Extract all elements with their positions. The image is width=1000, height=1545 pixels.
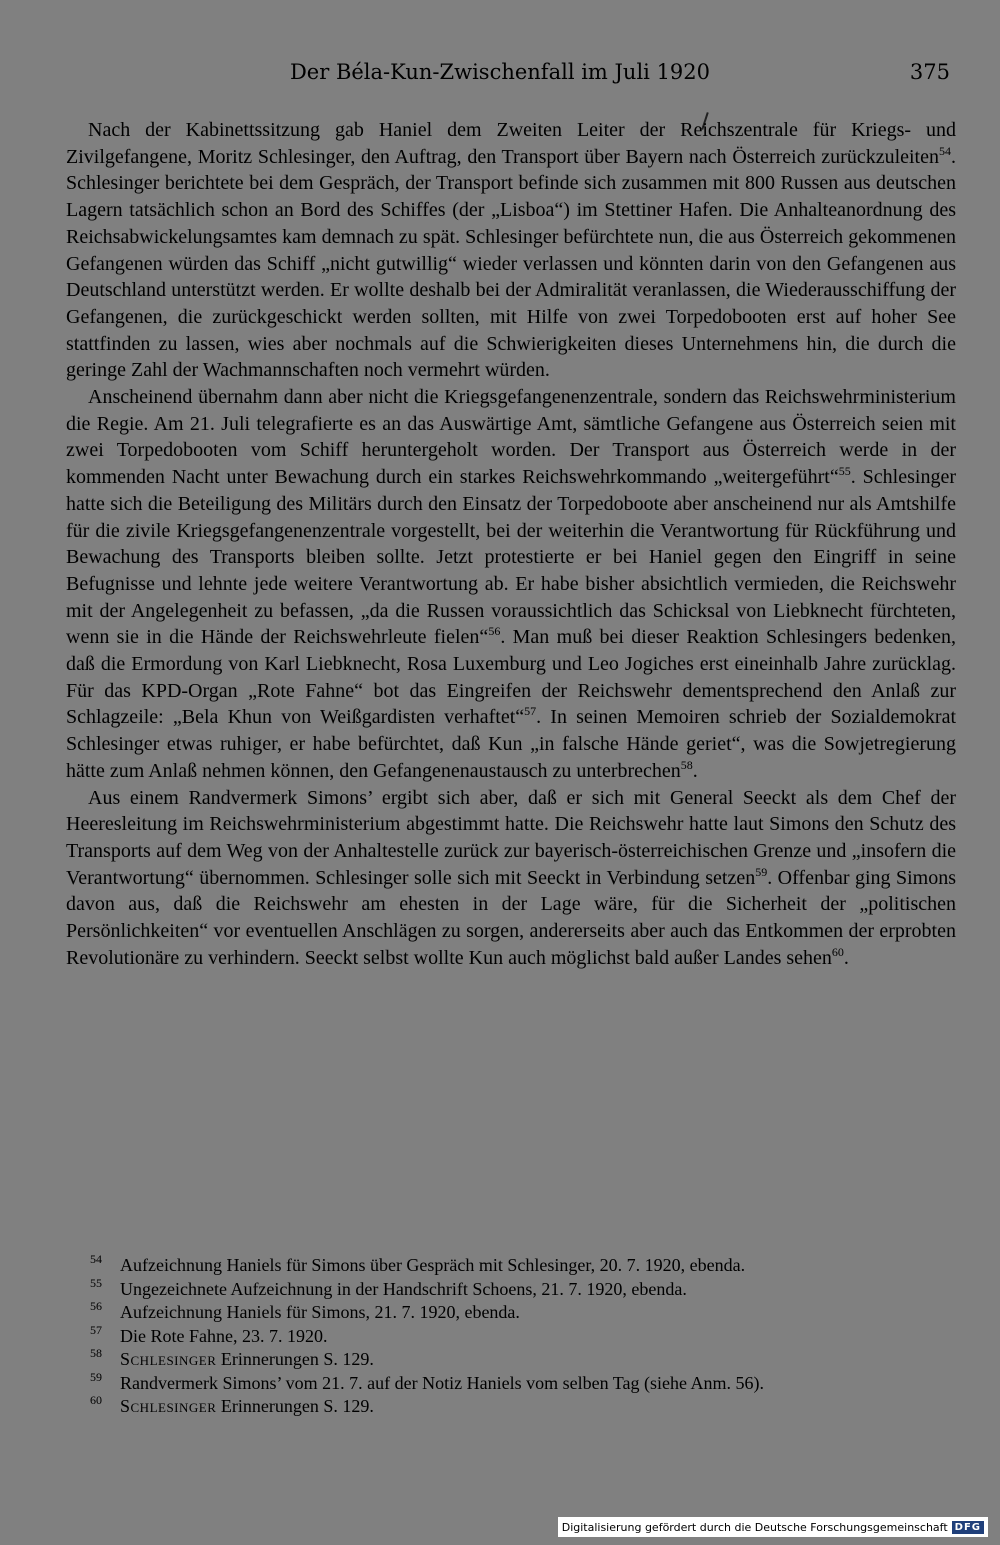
- credit-text: Digitalisierung gefördert durch die Deutsche Forschungsgemeinschaft: [561, 1520, 948, 1534]
- footnote-number: 58: [90, 1346, 102, 1360]
- footnote-author: Schlesinger: [120, 1396, 217, 1416]
- footnote: [90, 1395, 956, 1419]
- footnote-number: 60: [90, 1393, 102, 1407]
- footnote-ref: 57: [524, 704, 537, 719]
- footnote-text: [120, 1278, 956, 1302]
- footnote-author: Schlesinger: [120, 1349, 217, 1369]
- footnote: [90, 1322, 956, 1349]
- body-text: [66, 117, 956, 972]
- footnote-ref: 58: [680, 757, 693, 772]
- footnote: [90, 1275, 956, 1302]
- footnote-text: [120, 1348, 956, 1372]
- footnote-text: [120, 1325, 956, 1349]
- footnote-text: [120, 1301, 956, 1325]
- footnote: [90, 1254, 956, 1278]
- footnote-text: [120, 1254, 956, 1278]
- paragraph: [66, 384, 956, 785]
- footnote: [90, 1348, 956, 1372]
- footnote-number: 55: [90, 1275, 102, 1290]
- footnote-ref: 60: [831, 944, 844, 959]
- footnote-body: Aufzeichnung Haniels für Simons über Gespräch mit Schlesinger, 20. 7. 1920, ebenda.: [120, 1255, 746, 1275]
- paragraph-text: .: [843, 946, 849, 969]
- footnote-body: Erinnerungen S. 129.: [216, 1349, 374, 1369]
- paragraph: [66, 117, 956, 384]
- footnote-text: [120, 1395, 956, 1419]
- footnote-body: Erinnerungen S. 129.: [216, 1396, 374, 1416]
- paragraph-text: . Schlesinger berichtete bei dem Gespräch, der Transport befinde sich zusammen mit 800 Russen aus deutschen Lagern tatsächlich schon an Bord des Schiffes (der „Lisboa“) im Stettiner Hafen. Die Anhalteanordnung des Reichsabwickelungsamtes kam demnach zu spät. Schlesinger befürchtete nun, die aus Österreich gekommenen Gefangenen würden das Schiff „nicht gutwillig“ wieder verlassen und könnten darin von den Gefangenen aus Deutschland unterstützt werden. Er wollte deshalb bei der Admiralität veranlassen, die Wiederausschiffung der Gefangenen, die zurückgeschickt werden sollten, mit Hilfe von zwei Torpedobooten erst auf hoher See stattfinden zu lassen, wies aber nochmals auf die Schwierigkeiten dieses Unternehmens hin, die durch die geringe Zahl der Wachmannschaften noch vermehrt würden.: [66, 145, 956, 382]
- footnote-ref: 59: [755, 864, 768, 879]
- footnote: [90, 1301, 956, 1325]
- footnote-ref: 56: [488, 624, 501, 639]
- footnote-number: 56: [90, 1299, 102, 1313]
- paragraph-text: . In seinen Memoiren schrieb der Sozialdemokrat Schlesinger etwas ruhiger, er habe befürchtet, daß Kun „in falsche Hände geriet“, was die Sowjetregierung hätte zum Anlaß nehmen können, den Gefangenenaustausch zu unterbrechen: [66, 706, 957, 782]
- footnotes: [90, 1254, 956, 1419]
- footnote-ref: 54: [939, 143, 951, 158]
- footnote-number: 59: [90, 1369, 102, 1384]
- page-number: 375: [909, 60, 950, 84]
- footnote-ref: 55: [838, 464, 851, 479]
- running-title: Der Béla-Kun-Zwischenfall im Juli 1920: [289, 60, 711, 84]
- running-head: [0, 56, 1000, 96]
- footnote: [90, 1369, 956, 1396]
- footnote-body: Aufzeichnung Haniels für Simons, 21. 7. 1920, ebenda.: [120, 1302, 520, 1322]
- paragraph: [66, 785, 956, 972]
- dfg-logo-icon: DFG: [952, 1521, 984, 1534]
- footnote-number: 54: [90, 1252, 102, 1266]
- footnote-body: Ungezeichnete Aufzeichnung in der Handschrift Schoens, 21. 7. 1920, ebenda.: [120, 1278, 687, 1299]
- paragraph-text: Nach der Kabinettssitzung gab Haniel dem Zweiten Leiter der Reichszentrale für Kriegs- und Zivilgefangene, Moritz Schlesinger, den Auftrag, den Transport über Bayern nach Österreich zurückzuleiten: [66, 119, 956, 168]
- paragraph-text: Anscheinend übernahm dann aber nicht die Kriegsgefangenenzentrale, sondern das Reichswehrministerium die Regie. Am 21. Juli telegrafierte es an das Auswärtige Amt, sämtliche Gefangene aus Österreich seien mit zwei Torpedobooten vom Schiff heruntergeholt worden. Der Transport aus Österreich werde in der kommenden Nacht unter Bewachung durch ein starkes Reichswehrkommando „weitergeführt“: [66, 386, 956, 489]
- digitization-credit: [558, 1517, 988, 1537]
- paragraph-text: . Schlesinger hatte sich die Beteiligung des Militärs durch den Einsatz der Torpedoboote aber anscheinend nur als Amtshilfe für die zivile Kriegsgefangenenzentrale vorgestellt, bei der weiterhin die Verantwortung für Rückführung und Bewachung des Transports bleiben sollte. Jetzt protestierte er bei Haniel gegen den Eingriff in seine Befugnisse und lehnte jede weitere Verantwortung ab. Er habe bisher absichtlich vermieden, die Reichswehr mit der Angelegenheit zu befassen, „da die Russen voraussichtlich das Schicksal von Liebknecht fürchteten, wenn sie in die Hände der Reichswehrleute fielen“: [66, 466, 956, 649]
- footnote-body: Die Rote Fahne, 23. 7. 1920.: [120, 1325, 328, 1346]
- paragraph-text: . Man muß bei dieser Reaktion Schlesingers bedenken, daß die Ermordung von Karl Liebknecht, Rosa Luxemburg und Leo Jogiches erst eineinhalb Jahre zurücklag. Für das KPD-Organ „Rote Fahne“ bot das Eingreifen der Reichswehr dementsprechend den Anlaß zur Schlagzeile: „Bela Khun von Weißgardisten verhaftet“: [66, 626, 956, 729]
- footnote-number: 57: [90, 1322, 102, 1337]
- footnote-body: Randvermerk Simons’ vom 21. 7. auf der Notiz Haniels vom selben Tag (siehe Anm. 56).: [120, 1372, 764, 1393]
- paragraph-text: Aus einem Randvermerk Simons’ ergibt sich aber, daß er sich mit General Seeckt als dem Chef der Heeresleitung im Reichswehrministerium abgestimmt hatte. Die Reichswehr hatte laut Simons den Schutz des Transports auf dem Weg von der Anhaltestelle zurück zur bayerisch-österreichischen Grenze und „insofern die Verantwortung“ übernommen. Schlesinger solle sich mit Seeckt in Verbindung setzen: [66, 786, 956, 889]
- paragraph-text: . Offenbar ging Simons davon aus, daß die Reichswehr am ehesten in der Lage wäre, für die Sicherheit der „politischen Persönlichkeiten“ vor eventuellen Anschlägen zu sorgen, andererseits aber auch das Entkommen der erprobten Revolutionäre zu verhindern. Seeckt selbst wollte Kun auch möglichst bald außer Landes sehen: [66, 866, 956, 969]
- paragraph-text: .: [692, 759, 698, 782]
- footnote-text: [120, 1372, 956, 1396]
